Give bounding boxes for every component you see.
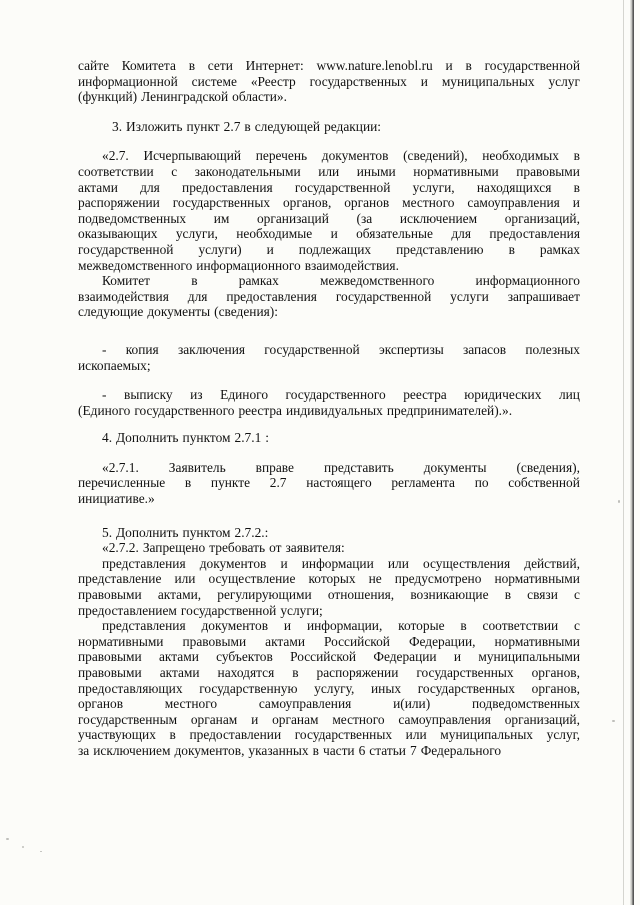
text-line: Комитет в рамках межведомственного информационного [102,273,580,289]
text-line: 4. Дополнить пунктом 2.7.1 : [102,430,270,446]
text-line: 5. Дополнить пунктом 2.7.2.: [102,524,269,540]
text-line: «2.7.1. Заявитель вправе представить документы (сведения), [102,459,580,475]
text-line: следующие документы (сведения): [78,304,278,320]
text-line: ископаемых; [78,357,151,373]
text-line: правовыми актами находятся в распоряжении государственных органов, [78,665,580,680]
text-line: оказывающих услуги, необходимые и обязательные для предоставления [78,226,580,242]
paragraph [78,342,580,373]
text-line: предоставлением государственной услуги; [78,602,323,618]
text-line: актами для предоставления государственной услуги, находящихся в [78,179,580,195]
text-line: «2.7.2. Запрещено требовать от заявителя: [102,540,345,556]
text-line: государственной услуги) и подлежащих представлению в рамках [78,241,580,257]
text-line: соответствии с законодательными или иными нормативными правовыми [78,163,580,179]
text-line: правовыми актами, регулирующими отношения, возникающие в связи с [78,587,580,603]
text-line: государственным органам и органам местного самоуправления организаций, [78,711,580,727]
scan-speck [22,846,24,848]
text-line: за исключением документов, указанных в части 6 статьи 7 Федерального [78,742,502,758]
scan-edge-shadow [630,0,634,905]
text-line: нормативными правовыми актами Российской Федерации, нормативными [78,633,580,649]
text-line: «2.7. Исчерпывающий перечень документов (сведений), необходимых в [102,148,580,164]
paragraph [78,273,580,320]
text-line: информационной системе «Реестр государственных и муниципальных услуг [78,73,580,89]
paragraph [78,618,580,758]
paragraph [78,387,580,418]
scan-edge-line [623,0,624,905]
text-line: участвующих в предоставлении государственных или муниципальных услуг, [78,727,580,743]
text-line: - копия заключения государственной экспертизы запасов полезных [102,341,580,357]
text-line: распоряжении государственных органов, органов местного самоуправления и [78,195,580,211]
paragraph [78,460,580,507]
paragraph [78,556,580,618]
scan-speck [612,720,615,722]
text-line: (функций) Ленинградской области». [78,89,287,105]
text-line: правовыми актами субъектов Российской Федерации и муниципальными [78,649,580,665]
text-line: представление или осуществление которых не предусмотрено нормативными [78,571,580,587]
paragraph [78,525,580,541]
paragraph [78,148,580,273]
text-line: представления документов и информации, которые в соответствии с [102,618,580,634]
text-line: перечисленные в пункте 2.7 настоящего регламента по собственной [78,475,580,491]
text-line: - выписку из Единого государственного реестра юридических лиц [102,387,580,403]
paragraph [78,430,580,446]
document-body [78,58,580,759]
text-line: 3. Изложить пункт 2.7 в следующей редакции: [112,118,382,134]
paragraph [78,58,580,105]
paragraph [78,119,580,135]
text-line: (Единого государственного реестра индивидуальных предпринимателей).». [78,402,513,418]
scan-speck [618,500,620,503]
text-line: органов местного самоуправления и(или) подведомственных [78,696,580,712]
text-line: взаимодействия для предоставления государственной услуги запрашивает [78,288,580,304]
text-line: представления документов и информации или осуществления действий, [102,555,580,571]
scan-speck [40,851,42,852]
text-line: межведомственного информационного взаимодействия. [78,257,399,273]
text-line: сайте Комитета в сети Интернет: www.nature.lenobl.ru и в государственной [78,58,580,73]
text-line: предоставляющих государственную услугу, иных государственных органов, [78,680,580,696]
scan-speck [6,838,9,840]
paragraph [78,540,580,556]
text-line: инициативе.» [78,491,155,507]
text-line: подведомственных им организаций (за исключением организаций, [78,210,580,226]
